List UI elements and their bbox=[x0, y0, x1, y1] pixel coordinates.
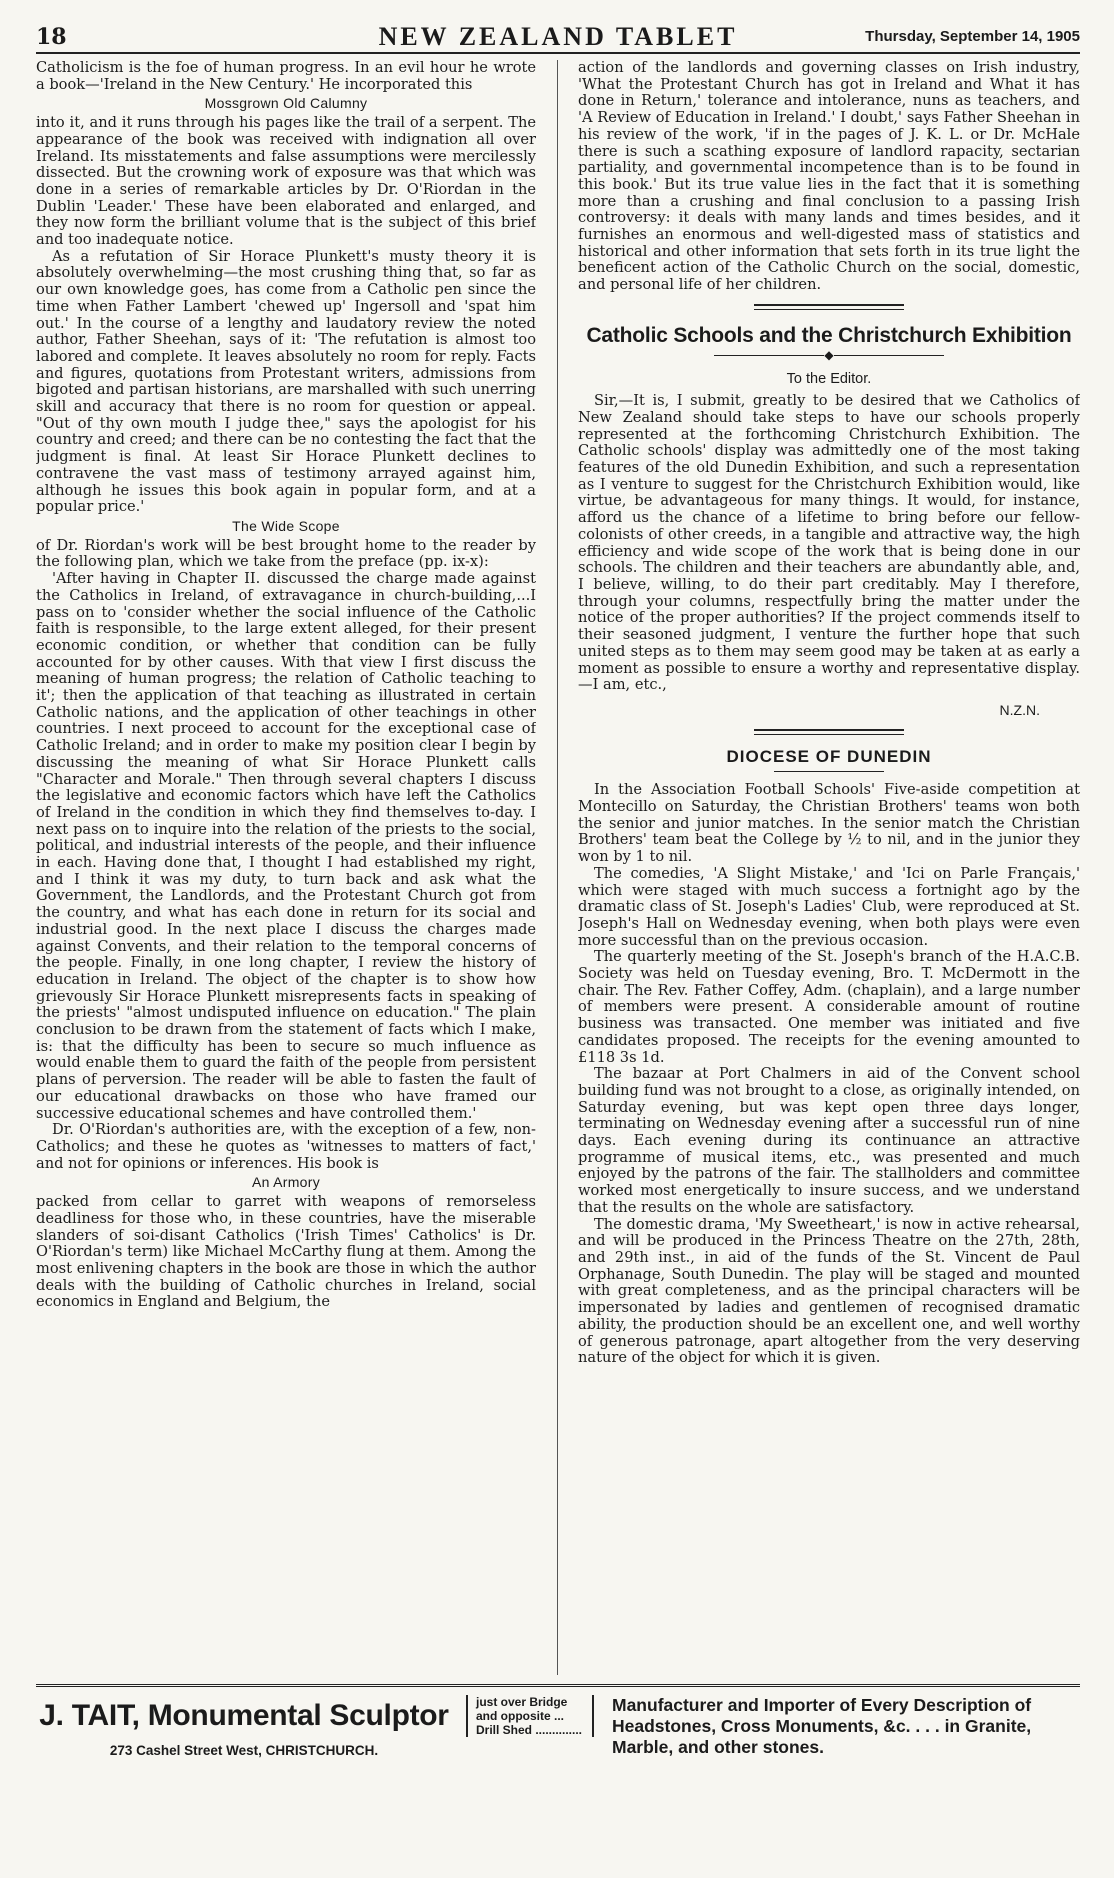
paragraph: Catholicism is the foe of human progress. In an evil hour he wrote a book—'Ireland in the New Century.' He incorporated this bbox=[36, 60, 536, 93]
subheading: Mossgrown Old Calumny bbox=[204, 95, 368, 112]
subheading: The Wide Scope bbox=[232, 517, 340, 534]
issue-date: Thursday, September 14, 1905 bbox=[865, 28, 1080, 45]
letter-body: Sir,—It is, I submit, greatly to be desired that we Catholics of New Zealand should take steps to have our schools properly represented at the forthcoming Christchurch Exhibition. The Catholic schools' display was admittedly one of the most taking features of the old Dunedin Exhibition, and such a representation as I venture to suggest for the Christchurch Exhibition would, like virtue, be advantageous for many things. It would, for instance, afford us the chance of a lifetime to bring before our fellow-colonists of other creeds, in a tangible and attractive way, the high efficiency and wide scope of the work that is being done in our schools. The children and their teachers are abundantly able, and, I believe, willing, to do their part creditably. May I therefore, through your columns, respectfully bring the matter under the notice of the proper authorities? If the project commends itself to their seasoned judgment, I venture the further hope that such united steps as to them may seem good may be taken at as early a moment as possible to ensure a worthy and representative display.—I am, etc., bbox=[578, 392, 1080, 694]
paragraph: into it, and it runs through his pages like the trail of a serpent. The appearance of the book was received with indignation all over Ireland. Its misstatements and false assumptions were mercilessly dissected. But the crowning work of exposure was that which was done in a series of remarkable articles by Dr. O'Riordan in the Dublin 'Leader.' These have been elaborated and enlarged, and they now form the brilliant volume that is the subject of this brief and too inadequate notice. bbox=[36, 114, 536, 249]
page-number: 18 bbox=[36, 24, 67, 50]
title-underline bbox=[774, 771, 884, 772]
page-header bbox=[36, 22, 1080, 54]
paragraph: Dr. O'Riordan's authorities are, with the exception of a few, non-Catholics; and these he quotes as 'witnesses to matters of fact,' and not for opinions or inferences. His book is bbox=[36, 1121, 536, 1172]
paragraph: In the Association Football Schools' Five-aside competition at Montecillo on Saturday, the Christian Brothers' teams won both the senior and junior matches. In the senior match the Christian Brothers' team beat the College by ½ to nil, and in the junior they won by 1 to nil. bbox=[578, 781, 1080, 866]
section-divider bbox=[754, 304, 904, 310]
paragraph: packed from cellar to garret with weapons of remorseless deadliness for those who, in these countries, have the miserable slanders of soi-disant Catholics ('Irish Times' Catholics' is Dr. O'Riordan's term) like Michael McCarthy flung at them. Among the most enlivening chapters in the book are those in which the author deals with the building of Catholic churches in Ireland, social economics in England and Belgium, the bbox=[36, 1193, 536, 1311]
paragraph: As a refutation of Sir Horace Plunkett's musty theory it is absolutely overwhelming—the most crushing thing that, so far as our own knowledge goes, has come from a Catholic pen since the time when Father Lambert 'chewed up' Ingersoll and 'spat him out.' In the course of a lengthy and laudatory review the noted author, Father Sheehan, says of it: 'The refutation is almost too labored and complete. It leaves absolutely no room for reply. Facts and figures, quotations from Protestant writers, admissions from bigoted and partisan historians, are marshalled with such unerring skill and accuracy that there is no room for question or appeal. "Out of thy own mouth I judge thee," says the apologist for his country and creed; and there can be no contesting the fact that the judgment is final. At least Sir Horace Plunkett declines to contravene the vast mass of testimony arrayed against him, although he issues this book again in popular form, and at a popular price.' bbox=[36, 247, 536, 516]
advertisement bbox=[36, 1684, 1080, 1847]
paragraph: of Dr. Riordan's work will be best brought home to the reader by the following plan, which we take from the preface (pp. ix-x): bbox=[36, 536, 536, 571]
article-title: DIOCESE OF DUNEDIN bbox=[726, 746, 932, 766]
advertiser-location: just over Bridge and opposite ... Drill Shed .............. bbox=[466, 1695, 594, 1737]
paragraph: The quarterly meeting of the St. Joseph's branch of the H.A.C.B. Society was held on Tuesday evening, Bro. T. McDermott in the chair. The Rev. Father Coffey, Adm. (chaplain), and a large number of members were present. A considerable amount of routine business was transacted. One member was initiated and five candidates proposed. The receipts for the evening amounted to £118 3s 1d. bbox=[578, 948, 1080, 1066]
paragraph: 'After having in Chapter II. discussed the charge made against the Catholics in Ireland, of extravagance in church-building,...I pass on to 'consider whether the social influence of the Catholic faith is responsible, to the large extent alleged, for their present economic condition, or whether that condition can be fully accounted for by other causes. With that view I first discuss the meaning of human progress; the relation of Catholic teaching to it'; then the application of that teaching as illustrated in certain Catholic nations, and the application of other teachings in other countries. I next proceed to account for the exceptional case of Catholic Ireland; and in order to make my position clear I begin by discussing the meaning of what Sir Horace Plunkett calls "Character and Morale." Then through several chapters I discuss the legislative and economic factors which have left the Catholics of Ireland in the condition in which they find themselves to-day. I next pass on to inquire into the relation of the priests to the social, political, and industrial interests of the people, and their influence in each. Having done that, I thought I had established my right, and I think it was my duty, to turn back and ask what the Government, the Landlords, and the Protestant Church got from the country, and what has each done in return for its social and industrial good. In the next place I discuss the charges made against Convents, and their relation to the temporal concerns of the people. Finally, in one long chapter, I review the history of education in Ireland. The object of the chapter is to show how grievously Sir Horace Plunkett misrepresents facts in speaking of the priests' "almost undisputed influence on education." The plain conclusion to be drawn from the statement of facts which I make, is: that the difficulty has been to secure so much influence as would enable them to guard the faith of the people from persistent plans of perversion. The reader will be able to fasten the fault of our educational drawbacks on those who have framed our successive educational schemes and have controlled them.' bbox=[36, 570, 536, 1122]
subheading: An Armory bbox=[251, 1174, 321, 1191]
right-column bbox=[578, 60, 1080, 1675]
article-salutation: To the Editor. bbox=[786, 370, 872, 387]
advertiser-address: 273 Cashel Street West, CHRISTCHURCH. bbox=[109, 1743, 379, 1758]
ornament-divider: ◆ bbox=[578, 349, 1080, 361]
article-title: Catholic Schools and the Christchurch Exhibition bbox=[586, 323, 1072, 347]
column-divider bbox=[557, 60, 558, 1675]
paragraph: The domestic drama, 'My Sweetheart,' is now in active rehearsal, and will be produced in the Princess Theatre on the 27th, 28th, and 29th inst., in aid of the funds of the St. Vincent de Paul Orphanage, South Dunedin. The play will be staged and mounted with great completeness, and as the principal characters will be impersonated by ladies and gentlemen of recognised dramatic ability, the production should be an excellent one, and well worthy of generous patronage, apart altogether from the very deserving nature of the object for which it is given. bbox=[578, 1215, 1080, 1367]
section-divider bbox=[754, 729, 904, 735]
advertiser-name: J. TAIT, Monumental Sculptor bbox=[39, 1699, 449, 1732]
letter-signature: N.Z.N. bbox=[999, 701, 1040, 718]
left-column bbox=[36, 60, 536, 1675]
paragraph: The comedies, 'A Slight Mistake,' and 'Ici on Parle Français,' which were staged with much success a fortnight ago by the dramatic class of St. Joseph's Ladies' Club, were reproduced at St. Joseph's Hall on Wednesday evening, when both plays were even more successful than on the previous occasion. bbox=[578, 864, 1080, 949]
paragraph: The bazaar at Port Chalmers in aid of the Convent school building fund was not brought to a close, as originally intended, on Saturday evening, but was kept open three days longer, terminating on Wednesday evening after a successful run of nine days. Each evening during its continuance an attractive programme of musical items, etc., was presented and much enjoyed by the patrons of the fair. The stallholders and committee worked most energetically to insure success, and we understand that the results on the whole are satisfactory. bbox=[578, 1065, 1080, 1216]
advertiser-description: Manufacturer and Importer of Every Description of Headstones, Cross Monuments, &c. . . . in Granite, Marble, and other stones. bbox=[612, 1695, 1032, 1757]
masthead: NEW ZEALAND TABLET bbox=[378, 22, 738, 51]
paragraph: action of the landlords and governing classes on Irish industry, 'What the Protestant Church has got in Ireland and What it has done in Return,' tolerance and intolerance, nuns as teachers, and 'A Review of Education in Ireland.' I doubt,' says Father Sheehan in his review of the work, 'if in the pages of J. K. L. or Dr. McHale there is such a scathing exposure of landlord rapacity, sectarian partiality, and governmental incompetence than is to be found in this book.' But its true value lies in the fact that it is something more than a crushing and final conclusion to a passing Irish controversy: it deals with many lands and times besides, and it furnishes an enormous and well-digested mass of statistics and historical and other information that sets forth in its true light the beneficent action of the Catholic Church on the social, domestic, and personal life of her children. bbox=[578, 60, 1080, 294]
